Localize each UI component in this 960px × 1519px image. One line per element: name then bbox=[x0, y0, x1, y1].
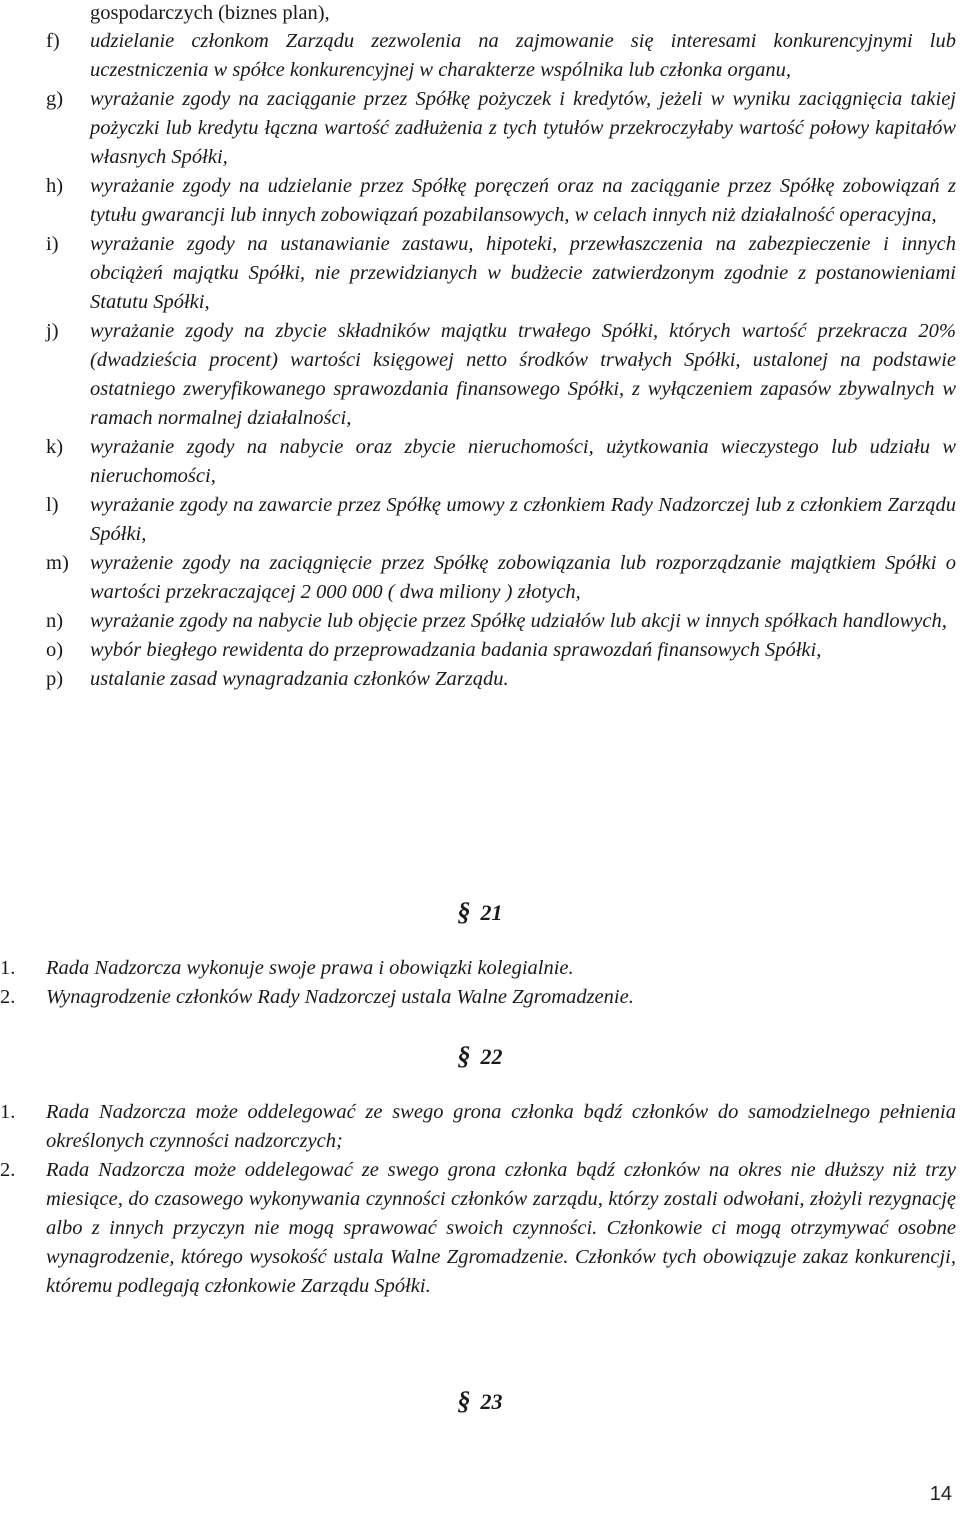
item-text: wyrażanie zgody na nabycie lub objęcie przez Spółkę udziałów lub akcji w innych spółkach handlowych, bbox=[90, 610, 947, 632]
letter-list bbox=[46, 27, 956, 694]
lead-line: gospodarczych (biznes plan), bbox=[90, 2, 330, 24]
item-text: wyrażanie zgody na zbycie składników majątku trwałego Spółki, których wartość przekracza 20% (dwadzieścia procent) wartości księgowej netto środków trwałych Spółki, ustalonej na podstawie ostatniego zweryfikowanego sprawozdania finansowego Spółki, z wyłączeniem zapasów zbywalnych w ramach normalnej działalności, bbox=[90, 320, 956, 429]
list-item bbox=[46, 85, 956, 172]
item-text: Rada Nadzorcza wykonuje swoje prawa i obowiązki kolegialnie. bbox=[46, 957, 574, 979]
item-text: wyrażanie zgody na zawarcie przez Spółkę umowy z członkiem Rady Nadzorczej lub z członkiem Zarządu Spółki, bbox=[90, 494, 956, 545]
item-text: wybór biegłego rewidenta do przeprowadzania badania sprawozdań finansowych Spółki, bbox=[90, 639, 822, 661]
list-item bbox=[46, 230, 956, 317]
list-item bbox=[46, 433, 956, 491]
item-marker: o) bbox=[46, 639, 64, 661]
section-number: 21 bbox=[480, 900, 503, 925]
page-number: 14 bbox=[929, 1483, 952, 1505]
item-text: wyrażanie zgody na nabycie oraz zbycie nieruchomości, użytkowania wieczystego lub udziału w nieruchomości, bbox=[90, 436, 956, 487]
item-text: udzielanie członkom Zarządu zezwolenia na zajmowanie się interesami konkurencyjnymi lub uczestniczenia w spółce konkurencyjnej w charakterze wspólnika lub członka organu, bbox=[90, 30, 956, 81]
list-item bbox=[46, 317, 956, 433]
item-text: Wynagrodzenie członków Rady Nadzorczej ustala Walne Zgromadzenie. bbox=[46, 986, 634, 1008]
list-item bbox=[46, 636, 956, 665]
section-number: 23 bbox=[480, 1389, 503, 1414]
item-marker: 1. bbox=[0, 957, 16, 979]
item-marker: p) bbox=[46, 668, 64, 690]
item-marker: g) bbox=[46, 88, 64, 110]
list-item bbox=[0, 954, 956, 983]
item-marker: i) bbox=[46, 233, 59, 255]
list-item bbox=[0, 1098, 956, 1156]
list-item bbox=[46, 491, 956, 549]
item-text: ustalanie zasad wynagradzania członków Zarządu. bbox=[90, 668, 509, 690]
list-item bbox=[46, 607, 956, 636]
item-text: Rada Nadzorcza może oddelegować ze swego grona członka bądź członków na okres nie dłuższy niż trzy miesiące, do czasowego wykonywania czynności członków zarządu, którzy zostali odwołani, złożyli rezygnację albo z innych przyczyn nie mogą sprawować swoich czynności. Członkowie ci mogą otrzymywać osobne wynagrodzenie, którego wysokość ustala Walne Zgromadzenie. Członków tych obowiązuje zakaz konkurencji, któremu podlegają członkowie Zarządu Spółki. bbox=[46, 1159, 956, 1297]
section-sign: § bbox=[457, 1041, 471, 1070]
section-list bbox=[0, 954, 956, 1012]
item-marker: h) bbox=[46, 175, 64, 197]
item-marker: 1. bbox=[0, 1101, 16, 1123]
item-text: wyrażanie zgody na ustanawianie zastawu, hipoteki, przewłaszczenia na zabezpieczenie i innych obciążeń majątku Spółki, nie przewidzianych w budżecie zatwierdzonym zgodnie z postanowieniami Statutu Spółki, bbox=[90, 233, 956, 313]
section-list bbox=[0, 1098, 956, 1301]
item-marker: 2. bbox=[0, 986, 16, 1008]
item-marker: 2. bbox=[0, 1159, 16, 1181]
section-sign: § bbox=[457, 897, 471, 926]
item-text: wyrażenie zgody na zaciągnięcie przez Spółkę zobowiązania lub rozporządzanie majątkiem Spółki o wartości przekraczającej 2 000 000 ( dwa miliony ) złotych, bbox=[90, 552, 956, 603]
list-item bbox=[46, 549, 956, 607]
list-item bbox=[46, 665, 956, 694]
item-marker: j) bbox=[46, 320, 59, 342]
item-text: wyrażanie zgody na udzielanie przez Spółkę poręczeń oraz na zaciąganie przez Spółkę zobowiązań z tytułu gwarancji lub innych zobowiązań pozabilansowych, w celach innych niż działalność operacyjna, bbox=[90, 175, 956, 226]
list-item bbox=[46, 172, 956, 230]
section-heading bbox=[0, 1386, 960, 1417]
section-sign: § bbox=[457, 1386, 471, 1415]
list-item bbox=[0, 983, 956, 1012]
item-text: wyrażanie zgody na zaciąganie przez Spółkę pożyczek i kredytów, jeżeli w wyniku zaciągnięcia takiej pożyczki lub kredytu łączna wartość zadłużenia z tych tytułów przekroczyłaby wartość połowy kapitałów własnych Spółki, bbox=[90, 88, 956, 168]
item-text: Rada Nadzorcza może oddelegować ze swego grona członka bądź członków do samodzielnego pełnienia określonych czynności nadzorczych; bbox=[46, 1101, 956, 1152]
item-marker: l) bbox=[46, 494, 59, 516]
section-heading bbox=[0, 1041, 960, 1072]
item-marker: f) bbox=[46, 30, 60, 52]
section-number: 22 bbox=[480, 1044, 503, 1069]
item-marker: n) bbox=[46, 610, 64, 632]
list-item bbox=[46, 27, 956, 85]
item-marker: m) bbox=[46, 552, 69, 574]
item-marker: k) bbox=[46, 436, 64, 458]
list-item bbox=[0, 1156, 956, 1301]
section-heading bbox=[0, 897, 960, 928]
